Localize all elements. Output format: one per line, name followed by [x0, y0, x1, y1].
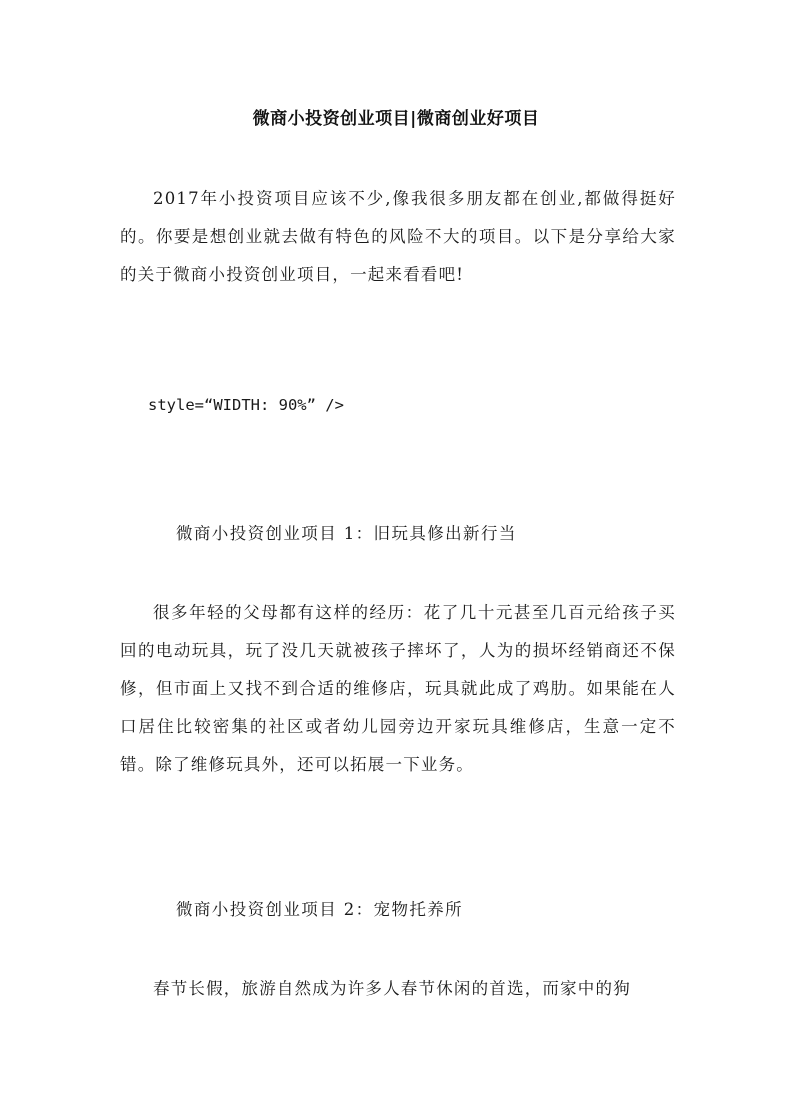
section-body-1: 很多年轻的父母都有这样的经历：花了几十元甚至几百元给孩子买回的电动玩具，玩了没几天就被孩子摔坏了，人为的损坏经销商还不保修，但市面上又找不到合适的维修店，玩具就此成了鸡肋。如果能在人口居住比较密集的社区或者幼儿园旁边开家玩具维修店，生意一定不错。除了维修玩具外，还可以拓展一下业务。 — [120, 603, 676, 774]
section-body-2: 春节长假，旅游自然成为许多人春节休闲的首选，而家中的狗 — [153, 979, 631, 998]
document-title: 微商小投资创业项目|微商创业好项目 — [252, 109, 540, 129]
section-heading-2: 微商小投资创业项目 2：宠物托养所 — [176, 900, 464, 919]
code-fragment: style=“WIDTH: 90%” /> — [148, 396, 344, 414]
section-heading-1: 微商小投资创业项目 1：旧玩具修出新行当 — [176, 524, 517, 543]
intro-paragraph: 2017年小投资项目应该不少,像我很多朋友都在创业,都做得挺好的。你要是想创业就去做有特色的风险不大的项目。以下是分享给大家的关于微商小投资创业项目，一起来看看吧! — [120, 189, 676, 284]
